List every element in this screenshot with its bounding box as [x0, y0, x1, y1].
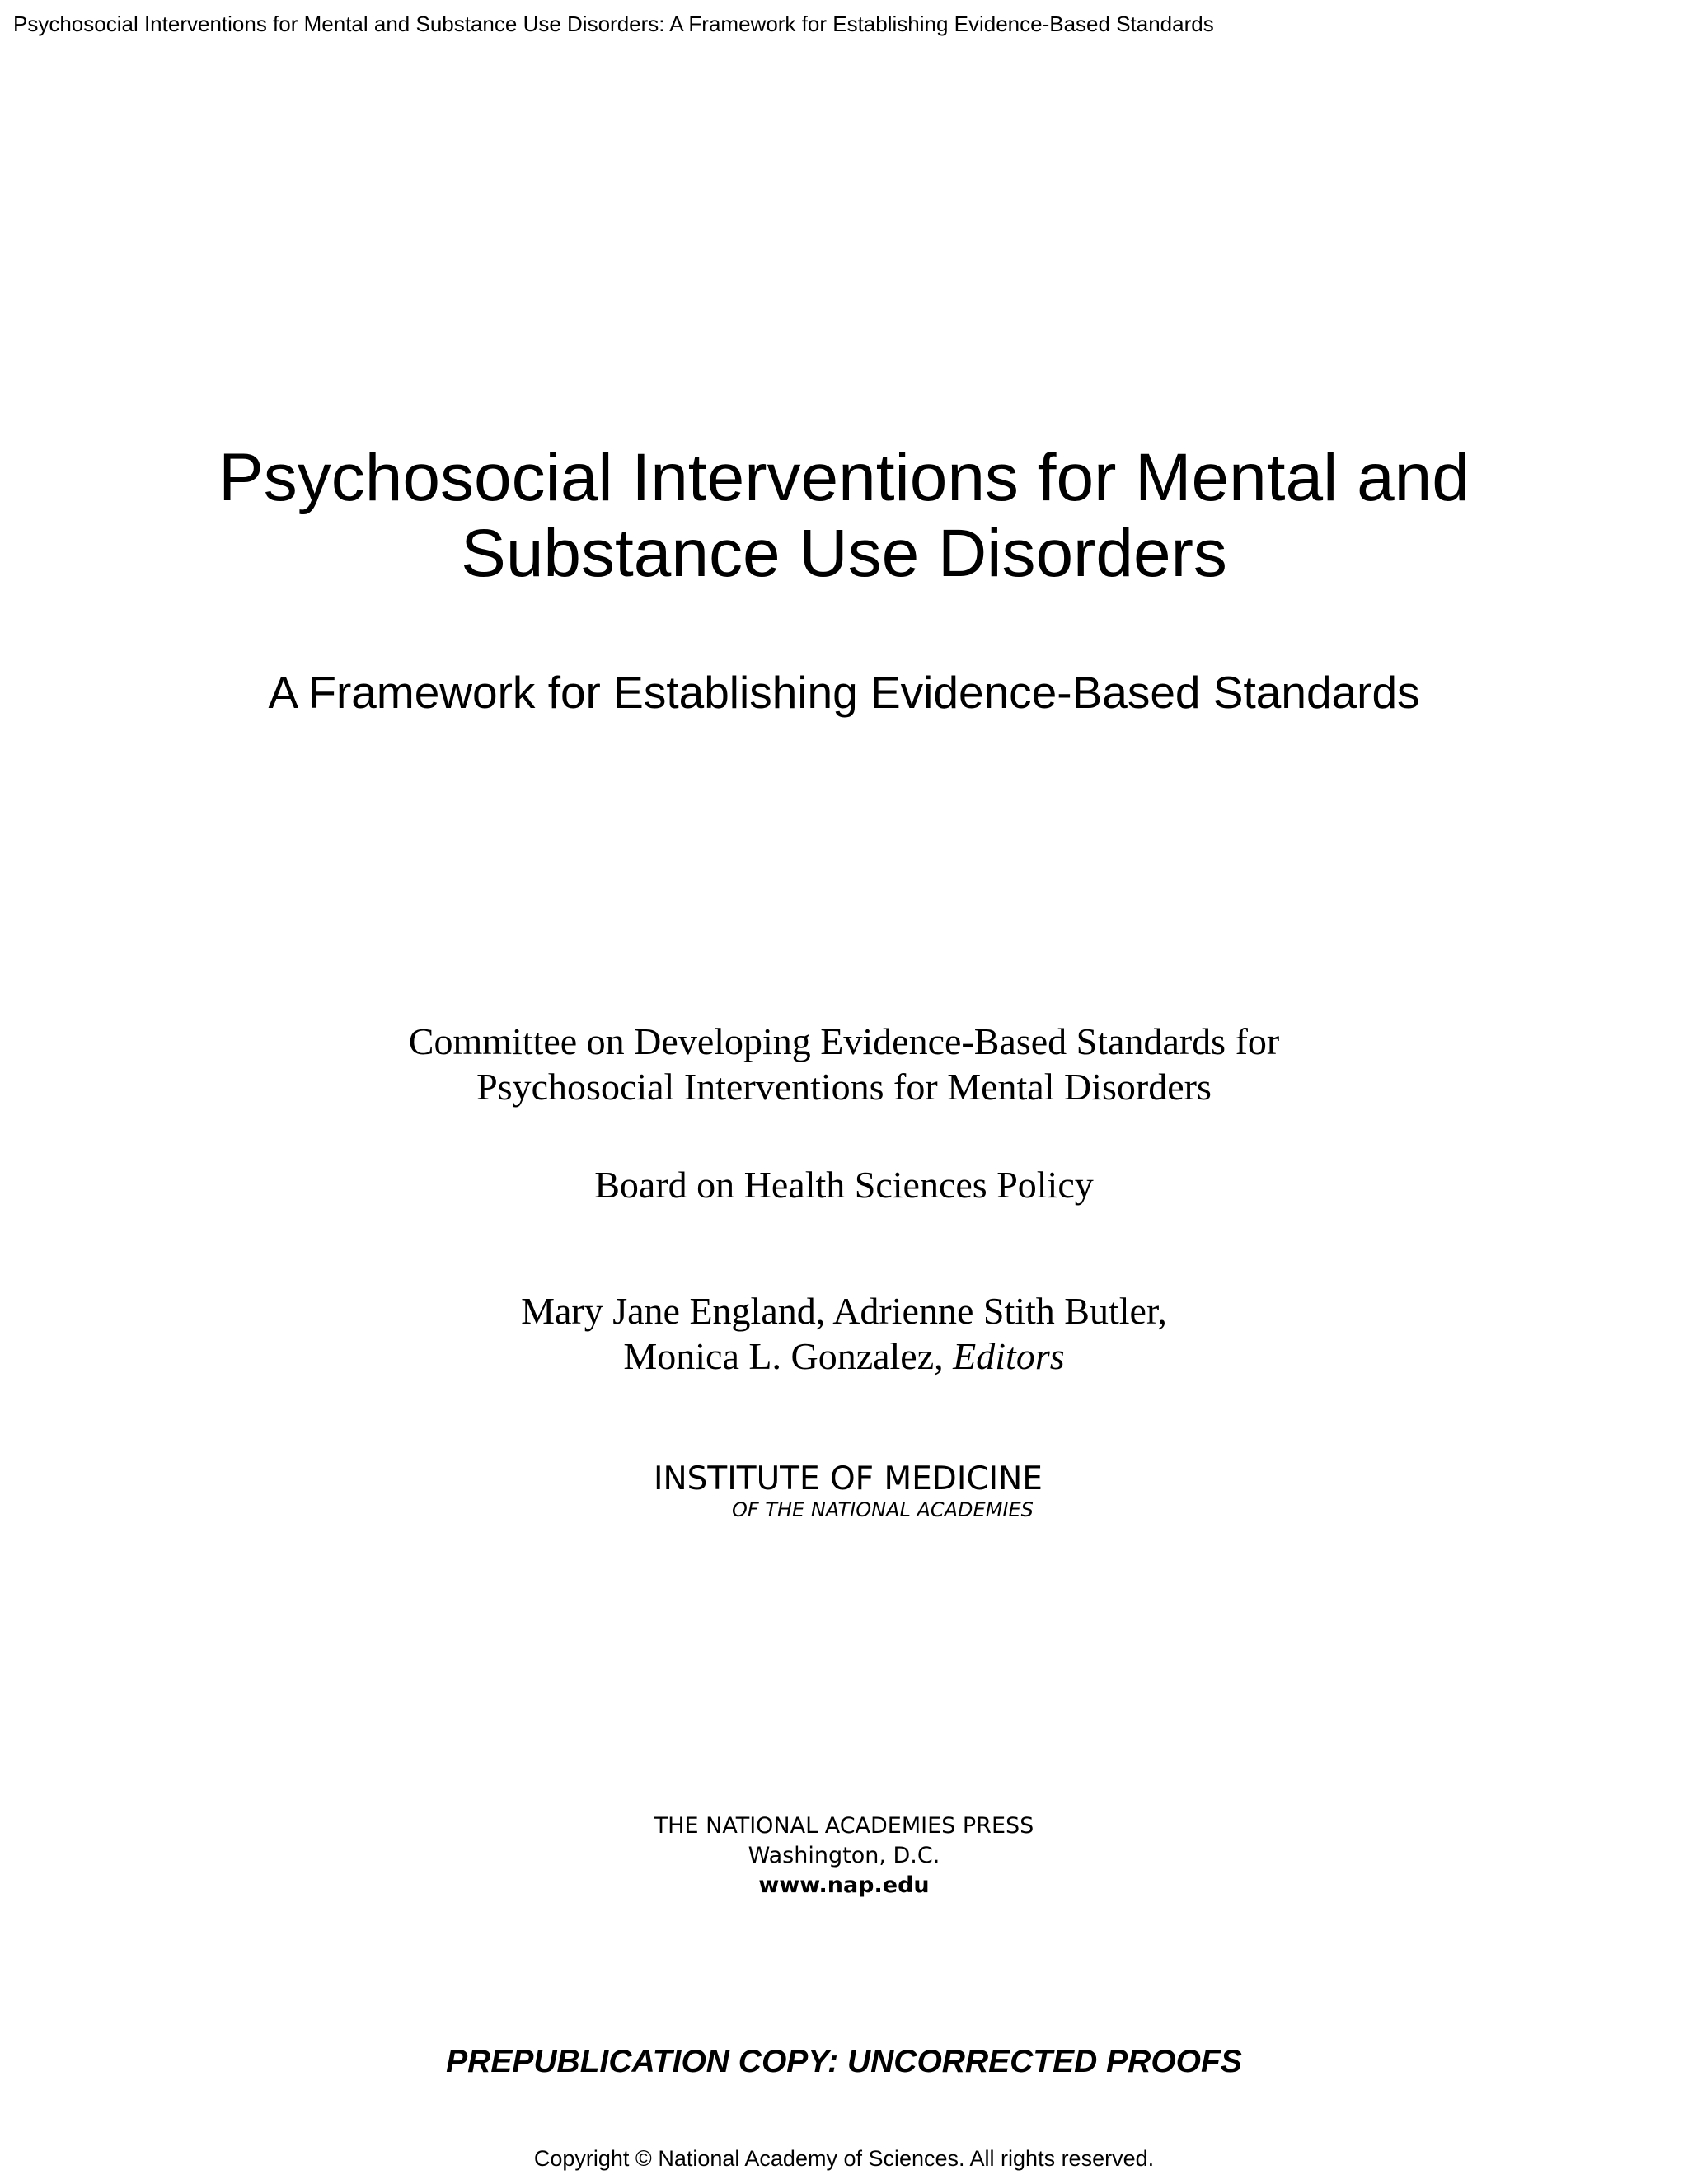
publisher-name: THE NATIONAL ACADEMIES PRESS [654, 1813, 1034, 1839]
board-name: Board on Health Sciences Policy [594, 1164, 1094, 1206]
editors-label: Editors [953, 1335, 1065, 1377]
editors-line-1: Mary Jane England, Adrienne Stith Butler, [521, 1290, 1167, 1332]
editors-line-2 [0, 1333, 1688, 1379]
editors-names: Monica L. Gonzalez, [623, 1335, 944, 1377]
iom-name: INSTITUTE OF MEDICINE [654, 1460, 1043, 1497]
page-subtitle: A Framework for Establishing Evidence-Based Standards [268, 667, 1420, 718]
iom-subtitle: OF THE NATIONAL ACADEMIES [732, 1498, 1034, 1521]
committee-name [0, 1019, 1688, 1109]
committee-line-2: Psychosocial Interventions for Mental Disorders [476, 1066, 1212, 1108]
running-header: Psychosocial Interventions for Mental and Substance Use Disorders: A Framework for Establishing Evidence-Based Standards [13, 12, 1214, 36]
publisher-block [0, 1811, 1688, 1900]
committee-line-1: Committee on Developing Evidence-Based Standards for [408, 1020, 1280, 1062]
iom-logo [654, 1461, 1043, 1522]
publisher-url: www.nap.edu [758, 1872, 930, 1898]
editors [0, 1288, 1688, 1379]
copyright-footer: Copyright © National Academy of Sciences. All rights reserved. [533, 2146, 1155, 2171]
publisher-city: Washington, D.C. [748, 1843, 940, 1868]
prepublication-notice: PREPUBLICATION COPY: UNCORRECTED PROOFS [446, 2044, 1242, 2079]
title-line-1: Psychosocial Interventions for Mental and [218, 440, 1470, 515]
page-title [0, 440, 1688, 592]
title-line-2: Substance Use Disorders [461, 516, 1227, 591]
